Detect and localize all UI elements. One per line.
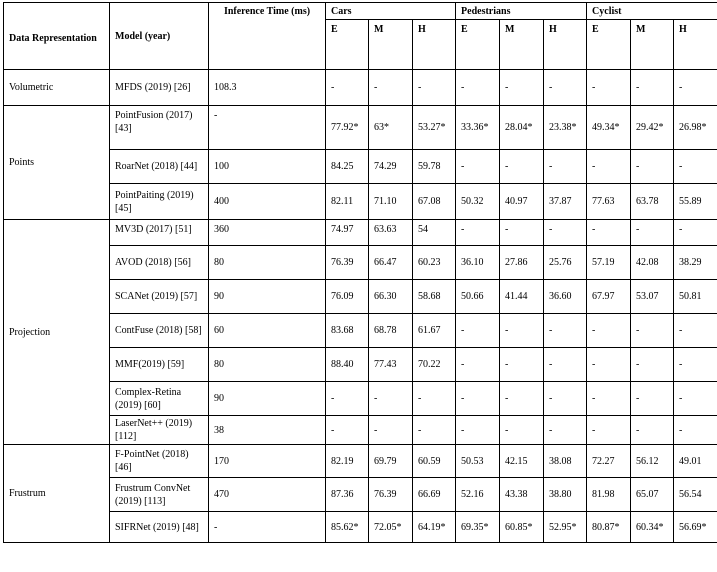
header-difficulty: E bbox=[587, 19, 631, 69]
header-representation: Data Representation bbox=[4, 3, 110, 70]
score-cell: 55.89 bbox=[674, 184, 717, 220]
score-cell: 38.29 bbox=[674, 246, 717, 280]
score-cell: 26.98* bbox=[674, 106, 717, 150]
score-cell: 36.60 bbox=[544, 280, 587, 314]
score-cell: 83.68 bbox=[326, 314, 369, 348]
header-difficulty: M bbox=[369, 19, 413, 69]
score-cell: 82.19 bbox=[326, 445, 369, 478]
score-cell: 66.47 bbox=[369, 246, 413, 280]
score-cell: 53.07 bbox=[631, 280, 674, 314]
score-cell: 36.10 bbox=[456, 246, 500, 280]
score-cell: 33.36* bbox=[456, 106, 500, 150]
score-cell: 60.34* bbox=[631, 512, 674, 543]
score-cell: 77.43 bbox=[369, 348, 413, 382]
score-cell: 88.40 bbox=[326, 348, 369, 382]
score-cell: - bbox=[500, 150, 544, 184]
score-cell: - bbox=[587, 416, 631, 445]
score-cell: - bbox=[631, 348, 674, 382]
score-cell: 82.11 bbox=[326, 184, 369, 220]
score-cell: 59.78 bbox=[413, 150, 456, 184]
score-cell: 66.30 bbox=[369, 280, 413, 314]
score-cell: 56.54 bbox=[674, 478, 717, 512]
score-cell: 74.97 bbox=[326, 220, 369, 246]
score-cell: 50.81 bbox=[674, 280, 717, 314]
header-difficulty: H bbox=[413, 19, 456, 69]
table-row bbox=[4, 246, 717, 280]
inference-time-cell: 100 bbox=[209, 150, 326, 184]
score-cell: - bbox=[544, 348, 587, 382]
score-cell: 63.78 bbox=[631, 184, 674, 220]
score-cell: 38.80 bbox=[544, 478, 587, 512]
score-cell: 28.04* bbox=[500, 106, 544, 150]
table-row bbox=[4, 280, 717, 314]
score-cell: 77.92* bbox=[326, 106, 369, 150]
model-cell: MV3D (2017) [51] bbox=[110, 220, 209, 246]
score-cell: - bbox=[587, 314, 631, 348]
header-difficulty: M bbox=[500, 19, 544, 69]
score-cell: - bbox=[674, 416, 717, 445]
table-row bbox=[4, 314, 717, 348]
score-cell: - bbox=[369, 416, 413, 445]
score-cell: - bbox=[674, 382, 717, 416]
score-cell: 71.10 bbox=[369, 184, 413, 220]
table-row bbox=[4, 416, 717, 445]
score-cell: 57.19 bbox=[587, 246, 631, 280]
score-cell: 85.62* bbox=[326, 512, 369, 543]
inference-time-cell: 400 bbox=[209, 184, 326, 220]
model-cell: MFDS (2019) [26] bbox=[110, 70, 209, 106]
score-cell: 70.22 bbox=[413, 348, 456, 382]
header-pedestrians: Pedestrians bbox=[456, 3, 587, 20]
score-cell: 63.63 bbox=[369, 220, 413, 246]
representation-cell: Projection bbox=[4, 220, 110, 445]
score-cell: - bbox=[456, 416, 500, 445]
score-cell: 52.16 bbox=[456, 478, 500, 512]
score-cell: 87.36 bbox=[326, 478, 369, 512]
representation-cell: Frustrum bbox=[4, 445, 110, 543]
table-row bbox=[4, 382, 717, 416]
header-difficulty: M bbox=[631, 19, 674, 69]
score-cell: 23.38* bbox=[544, 106, 587, 150]
score-cell: 69.79 bbox=[369, 445, 413, 478]
header-difficulty: H bbox=[544, 19, 587, 69]
score-cell: - bbox=[631, 382, 674, 416]
score-cell: - bbox=[587, 70, 631, 106]
inference-time-cell: - bbox=[209, 106, 326, 150]
score-cell: 66.69 bbox=[413, 478, 456, 512]
score-cell: 40.97 bbox=[500, 184, 544, 220]
score-cell: 52.95* bbox=[544, 512, 587, 543]
header-difficulty: H bbox=[674, 19, 717, 69]
score-cell: 76.09 bbox=[326, 280, 369, 314]
score-cell: 81.98 bbox=[587, 478, 631, 512]
score-cell: 60.59 bbox=[413, 445, 456, 478]
score-cell: 29.42* bbox=[631, 106, 674, 150]
score-cell: - bbox=[631, 416, 674, 445]
header-cyclist: Cyclist bbox=[587, 3, 717, 20]
score-cell: - bbox=[413, 70, 456, 106]
header-difficulty: E bbox=[326, 19, 369, 69]
score-cell: 64.19* bbox=[413, 512, 456, 543]
inference-time-cell: 360 bbox=[209, 220, 326, 246]
model-cell: SCANet (2019) [57] bbox=[110, 280, 209, 314]
inference-time-cell: 38 bbox=[209, 416, 326, 445]
model-cell: PointFusion (2017) [43] bbox=[110, 106, 209, 150]
score-cell: - bbox=[544, 150, 587, 184]
score-cell: - bbox=[500, 220, 544, 246]
score-cell: 38.08 bbox=[544, 445, 587, 478]
header-cars: Cars bbox=[326, 3, 456, 20]
score-cell: 56.69* bbox=[674, 512, 717, 543]
score-cell: 76.39 bbox=[326, 246, 369, 280]
table-row bbox=[4, 445, 717, 478]
score-cell: - bbox=[456, 220, 500, 246]
score-cell: - bbox=[326, 416, 369, 445]
table-row bbox=[4, 70, 717, 106]
results-table bbox=[3, 2, 717, 543]
score-cell: - bbox=[631, 220, 674, 246]
table-row bbox=[4, 106, 717, 150]
score-cell: 60.85* bbox=[500, 512, 544, 543]
score-cell: 65.07 bbox=[631, 478, 674, 512]
table-row bbox=[4, 220, 717, 246]
score-cell: - bbox=[674, 70, 717, 106]
score-cell: 61.67 bbox=[413, 314, 456, 348]
score-cell: 63* bbox=[369, 106, 413, 150]
score-cell: - bbox=[544, 220, 587, 246]
model-cell: RoarNet (2018) [44] bbox=[110, 150, 209, 184]
inference-time-cell: 90 bbox=[209, 382, 326, 416]
inference-time-cell: 108.3 bbox=[209, 70, 326, 106]
model-cell: F-PointNet (2018) [46] bbox=[110, 445, 209, 478]
score-cell: - bbox=[674, 220, 717, 246]
score-cell: - bbox=[544, 70, 587, 106]
score-cell: 27.86 bbox=[500, 246, 544, 280]
header-model: Model (year) bbox=[110, 3, 209, 70]
model-cell: SIFRNet (2019) [48] bbox=[110, 512, 209, 543]
score-cell: - bbox=[500, 348, 544, 382]
score-cell: 72.05* bbox=[369, 512, 413, 543]
inference-time-cell: - bbox=[209, 512, 326, 543]
score-cell: - bbox=[413, 416, 456, 445]
score-cell: - bbox=[500, 314, 544, 348]
score-cell: 53.27* bbox=[413, 106, 456, 150]
score-cell: 60.23 bbox=[413, 246, 456, 280]
inference-time-cell: 90 bbox=[209, 280, 326, 314]
table-row bbox=[4, 150, 717, 184]
inference-time-cell: 470 bbox=[209, 478, 326, 512]
inference-time-cell: 170 bbox=[209, 445, 326, 478]
score-cell: 84.25 bbox=[326, 150, 369, 184]
score-cell: 37.87 bbox=[544, 184, 587, 220]
score-cell: - bbox=[587, 220, 631, 246]
score-cell: 68.78 bbox=[369, 314, 413, 348]
table-row bbox=[4, 512, 717, 543]
score-cell: 43.38 bbox=[500, 478, 544, 512]
score-cell: - bbox=[500, 416, 544, 445]
score-cell: 42.08 bbox=[631, 246, 674, 280]
score-cell: 76.39 bbox=[369, 478, 413, 512]
score-cell: 67.08 bbox=[413, 184, 456, 220]
representation-cell: Points bbox=[4, 106, 110, 220]
score-cell: - bbox=[413, 382, 456, 416]
score-cell: - bbox=[456, 382, 500, 416]
score-cell: 50.66 bbox=[456, 280, 500, 314]
score-cell: 74.29 bbox=[369, 150, 413, 184]
model-cell: Complex-Retina (2019) [60] bbox=[110, 382, 209, 416]
table-row bbox=[4, 184, 717, 220]
score-cell: 49.01 bbox=[674, 445, 717, 478]
score-cell: - bbox=[587, 150, 631, 184]
header-inference-time: Inference Time (ms) bbox=[209, 3, 326, 70]
score-cell: - bbox=[544, 382, 587, 416]
score-cell: - bbox=[369, 382, 413, 416]
score-cell: - bbox=[631, 70, 674, 106]
inference-time-cell: 80 bbox=[209, 348, 326, 382]
score-cell: 72.27 bbox=[587, 445, 631, 478]
score-cell: - bbox=[674, 348, 717, 382]
score-cell: 58.68 bbox=[413, 280, 456, 314]
score-cell: 56.12 bbox=[631, 445, 674, 478]
representation-cell: Volumetric bbox=[4, 70, 110, 106]
model-cell: Frustrum ConvNet (2019) [113] bbox=[110, 478, 209, 512]
score-cell: - bbox=[456, 70, 500, 106]
score-cell: 77.63 bbox=[587, 184, 631, 220]
score-cell: - bbox=[631, 314, 674, 348]
score-cell: - bbox=[631, 150, 674, 184]
score-cell: - bbox=[326, 382, 369, 416]
score-cell: - bbox=[326, 70, 369, 106]
score-cell: - bbox=[587, 382, 631, 416]
score-cell: 41.44 bbox=[500, 280, 544, 314]
score-cell: - bbox=[587, 348, 631, 382]
score-cell: - bbox=[456, 348, 500, 382]
model-cell: AVOD (2018) [56] bbox=[110, 246, 209, 280]
score-cell: 67.97 bbox=[587, 280, 631, 314]
score-cell: 50.32 bbox=[456, 184, 500, 220]
score-cell: - bbox=[674, 314, 717, 348]
score-cell: 49.34* bbox=[587, 106, 631, 150]
score-cell: - bbox=[369, 70, 413, 106]
model-cell: PointPaiting (2019) [45] bbox=[110, 184, 209, 220]
model-cell: ContFuse (2018) [58] bbox=[110, 314, 209, 348]
score-cell: - bbox=[456, 150, 500, 184]
score-cell: - bbox=[456, 314, 500, 348]
score-cell: - bbox=[500, 382, 544, 416]
score-cell: - bbox=[544, 416, 587, 445]
header-difficulty: E bbox=[456, 19, 500, 69]
score-cell: 54 bbox=[413, 220, 456, 246]
score-cell: - bbox=[674, 150, 717, 184]
score-cell: - bbox=[500, 70, 544, 106]
model-cell: MMF(2019) [59] bbox=[110, 348, 209, 382]
table-row bbox=[4, 348, 717, 382]
inference-time-cell: 80 bbox=[209, 246, 326, 280]
score-cell: - bbox=[544, 314, 587, 348]
score-cell: 69.35* bbox=[456, 512, 500, 543]
score-cell: 42.15 bbox=[500, 445, 544, 478]
score-cell: 50.53 bbox=[456, 445, 500, 478]
score-cell: 80.87* bbox=[587, 512, 631, 543]
model-cell: LaserNet++ (2019) [112] bbox=[110, 416, 209, 445]
inference-time-cell: 60 bbox=[209, 314, 326, 348]
table-row bbox=[4, 478, 717, 512]
score-cell: 25.76 bbox=[544, 246, 587, 280]
